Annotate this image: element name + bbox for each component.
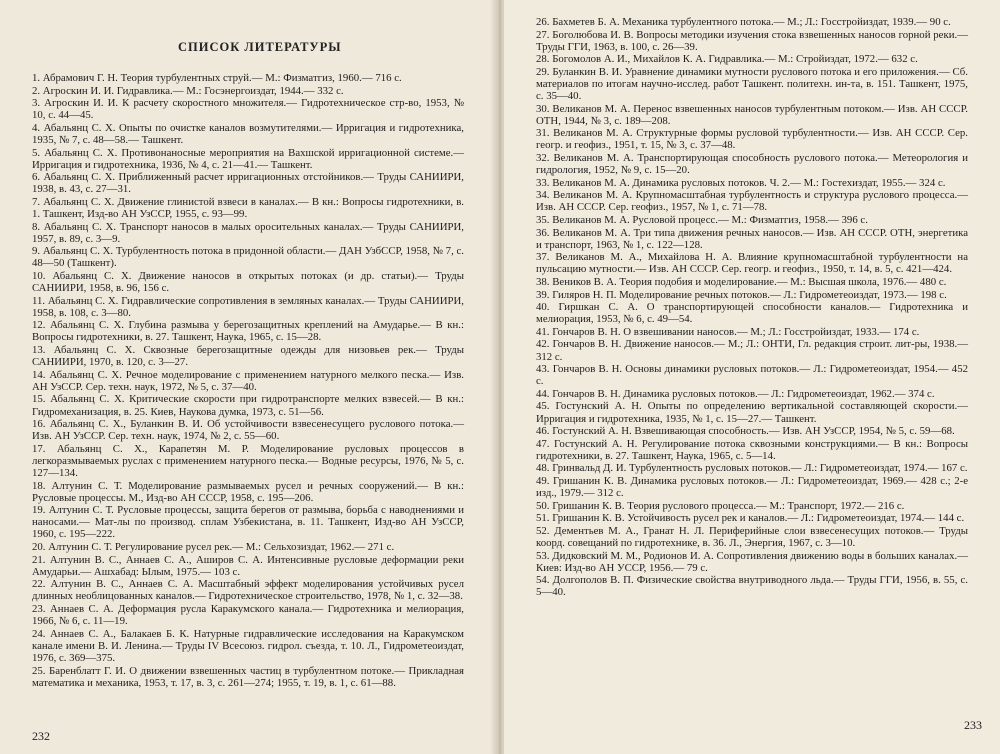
bibliography-entry: 37. Великанов М. А., Михайлова Н. А. Влияние крупномасштабной турбулентности на пульсацию мутности.— Изв. АН СССР. Сер. геогр. и геофиз., 1950, т. 14, в. 5, с. 421—424. xyxy=(536,251,968,276)
bibliography-entry: 38. Веников В. А. Теория подобия и моделирование.— М.: Высшая школа, 1976.— 480 с. xyxy=(536,275,947,288)
bibliography-entry: 34. Великанов М. А. Крупномасштабная турбулентность и структура руслового процесса.— Изв. АН СССР. Сер. геофиз., 1957, № 1, с. 71—78. xyxy=(536,189,968,214)
bibliography-entry: 21. Алтунин В. С., Аннаев С. А., Аширов С. А. Интенсивные русловые деформации реки Амударьи.— Ашхабад: Ылым, 1975.— 103 с. xyxy=(32,553,464,578)
bibliography-entry: 33. Великанов М. А. Динамика русловых потоков. Ч. 2.— М.: Гостехиздат, 1955.— 324 с. xyxy=(536,176,946,189)
bibliography-entry: 49. Гришанин К. В. Динамика русловых потоков.— Л.: Гидрометеоиздат, 1969.— 428 с.; 2-е изд., 1979.— 312 с. xyxy=(536,474,968,500)
bibliography-entry: 18. Алтунин С. Т. Моделирование размываемых русел и речных сооружений.— В кн.: Русловые процессы. М., Изд-во АН СССР, 1958, с. 195—206. xyxy=(32,479,464,504)
bibliography-entry: 11. Абальянц С. Х. Гидравлические сопротивления в земляных каналах.— Труды САНИИРИ, 1958, в. 108, с. 3—80. xyxy=(32,294,464,319)
bibliography-entry: 13. Абальянц С. Х. Сквозные берегозащитные одежды для низовьев рек.— Труды САНИИРИ, 1970, в. 120, с. 3—27. xyxy=(32,344,464,369)
bibliography-entry: 30. Великанов М. А. Перенос взвешенных наносов турбулентным потоком.— Изв. АН СССР. ОТН, 1944, № 3, с. 189—208. xyxy=(536,102,968,127)
right-page-number: 233 xyxy=(964,718,982,732)
bibliography-entry: 36. Великанов М. А. Три типа движения речных наносов.— Изв. АН СССР. ОТН, энергетика и транспорт, 1963, № 1, с. 122—128. xyxy=(536,226,968,251)
bibliography-entry: 29. Буланкин В. И. Уравнение динамики мутности руслового потока и его приложения.— Сб. материалов по итогам научно-исслед. работ Ташкент. политехн. ин-та, в. 151. Ташкент, 1975, с. 35—40. xyxy=(536,65,968,103)
bibliography-entry: 6. Абальянц С. Х. Приближенный расчет ирригационных отстойников.— Труды САНИИРИ, 1938, в. 43, с. 27—31. xyxy=(32,171,464,196)
bibliography-entry: 23. Аннаев С. А. Деформация русла Каракумского канала.— Гидротехника и мелиорация, 1966, № 6, с. 11—19. xyxy=(32,603,464,628)
bibliography-entry: 41. Гончаров В. Н. О взвешивании наносов.— М.; Л.: Госстройиздат, 1933.— 174 с. xyxy=(536,325,920,338)
bibliography-entry: 48. Гринвальд Д. И. Турбулентность русловых потоков.— Л.: Гидрометеоиздат, 1974.— 167 с. xyxy=(536,462,968,475)
bibliography-entry: 35. Великанов М. А. Русловой процесс.— М.: Физматгиз, 1958.— 396 с. xyxy=(536,214,868,226)
bibliography-entry: 51. Гришанин К. В. Устойчивость русел рек и каналов.— Л.: Гидрометеоиздат, 1974.— 144 с. xyxy=(536,512,965,525)
left-page-number: 232 xyxy=(32,729,50,743)
bibliography-entry: 28. Богомолов А. И., Михайлов К. А. Гидравлика.— М.: Стройиздат, 1972.— 632 с. xyxy=(536,53,918,66)
bibliography-entry: 19. Алтунин С. Т. Русловые процессы, защита берегов от размыва, борьба с наводнениями и наносами.— Мат-лы по производ. сплам Узбекистана, в. 11. Ташкент, Изд-во АН УзССР, 1960, с. 195—222. xyxy=(32,504,464,541)
bibliography-entry: 40. Гиршкан С. А. О транспортирующей способности каналов.— Гидротехника и мелиорация, 1953, № 6, с. 49—54. xyxy=(536,301,968,326)
bibliography-entry: 54. Долгополов В. П. Физические свойства внутриводного льда.— Труды ГГИ, 1956, в. 55, с. 5—40. xyxy=(536,574,968,599)
bibliography-entry: 20. Алтунин С. Т. Регулирование русел рек.— М.: Сельхозиздат, 1962.— 271 с. xyxy=(32,541,395,554)
bibliography-entry: 27. Боголюбова И. В. Вопросы методики изучения стока взвешенных наносов горной реки.— Труды ГГИ, 1963, в. 100, с. 26—39. xyxy=(536,28,968,53)
bibliography-entry: 26. Бахметев Б. А. Механика турбулентного потока.— М.; Л.: Госстройиздат, 1939.— 90 с. xyxy=(536,16,951,28)
bibliography-entry: 47. Гостунский А. Н. Регулирование потока сквозными конструкциями.— В кн.: Вопросы гидротехники, в. 27. Ташкент, Наука, 1965, с. 5—14. xyxy=(536,437,968,462)
page-title: СПИСОК ЛИТЕРАТУРЫ xyxy=(178,40,342,54)
bibliography-entry: 52. Дементьев М. А., Гранат Н. Л. Периферийные слои взвесенесущих потоков.— Труды коорд. совещаний по гидротехнике, в. 36. Л., Энергия, 1967, с. 3—10. xyxy=(536,524,968,549)
bibliography-entry: 46. Гостунский А. Н. Взвешивающая способность.— Изв. АН УзССР, 1954, № 5, с. 59—68. xyxy=(536,425,955,438)
bibliography-entry: 22. Алтунин В. С., Аннаев С. А. Масштабный эффект моделирования устойчивых русел длинных необлицованных каналов.— Гидротехническое строительство, 1978, № 1, с. 32—38. xyxy=(32,578,464,603)
bibliography-entry: 8. Абальянц С. Х. Транспорт наносов в малых оросительных каналах.— Труды САНИИРИ, 1957, в. 89, с. 3—9. xyxy=(32,220,464,245)
bibliography-entry: 7. Абальянц С. Х. Движение глинистой взвеси в каналах.— В кн.: Вопросы гидротехники, в. 1. Ташкент, Изд-во АН УзССР, 1955, с. 93—99. xyxy=(32,195,464,221)
bibliography-entry: 24. Аннаев С. А., Балакаев Б. К. Натурные гидравлические исследования на Каракумском канале имени В. И. Ленина.— Труды IV Всесоюз. гидрол. съезда, т. 10. Л., Гидрометеоиздат, 1976, с. 369—375. xyxy=(32,627,464,664)
bibliography-entry: 4. Абальянц С. Х. Опыты по очистке каналов возмутителями.— Ирригация и гидротехника, 1935, № 7, с. 48—58.— Ташкент. xyxy=(32,121,464,146)
bibliography-entry: 17. Абальянц С. Х., Карапетян М. Р. Моделирование русловых процессов в легкоразмываемых руслах с применением натурного песка.— Водные ресурсы, 1976, № 5, с. 127—134. xyxy=(32,442,464,479)
bibliography-entry: 3. Агроскин И. И. К расчету скоростного множителя.— Гидротехническое стр-во, 1953, № 10, с. 44—45. xyxy=(32,97,464,122)
left-bibliography-list xyxy=(32,72,464,689)
bibliography-entry: 45. Гостунский А. Н. Опыты по определению вертикальной составляющей скорости.— Ирригация и гидротехника, 1935, № 1, с. 15—27.— Ташкент. xyxy=(536,400,968,425)
bibliography-entry: 1. Абрамович Г. Н. Теория турбулентных струй.— М.: Физматгиз, 1960.— 716 с. xyxy=(32,72,402,84)
right-page xyxy=(504,0,1000,754)
left-page xyxy=(0,0,496,754)
right-bibliography-list xyxy=(536,16,968,599)
bibliography-entry: 12. Абальянц С. Х. Глубина размыва у берегозащитных креплений на Амударье.— В кн.: Вопросы гидротехники, в. 27. Ташкент, Наука, 1965, с. 15—28. xyxy=(32,319,464,344)
bibliography-entry: 16. Абальянц С. Х., Буланкин В. И. Об устойчивости взвесенесущего руслового потока.— Изв. АН УзССР. Сер. техн. наук, 1974, № 2, с. 55—60. xyxy=(32,418,464,443)
bibliography-entry: 53. Дидковский М. М., Родионов И. А. Сопротивления движению воды в больших каналах.— Киев: Изд-во АН УССР, 1956.— 79 с. xyxy=(536,549,968,574)
bibliography-entry: 39. Гиляров Н. П. Моделирование речных потоков.— Л.: Гидрометеоиздат, 1973.— 198 с. xyxy=(536,288,947,301)
bibliography-entry: 25. Баренблатт Г. И. О движении взвешенных частиц в турбулентном потоке.— Прикладная математика и механика, 1953, т. 17, в. 3, с. 261—274; 1955, т. 19, в. 1, с. 61—88. xyxy=(32,664,464,689)
bibliography-entry: 10. Абальянц С. Х. Движение наносов в открытых потоках (и др. статьи).— Труды САНИИРИ, 1958, в. 96, 156 с. xyxy=(32,270,464,295)
bibliography-entry: 44. Гончаров В. Н. Динамика русловых потоков.— Л.: Гидрометеоиздат, 1962.— 374 с. xyxy=(536,387,935,400)
bibliography-entry: 32. Великанов М. А. Транспортирующая способность руслового потока.— Метеорология и гидрология, 1952, № 9, с. 15—20. xyxy=(536,152,968,177)
bibliography-entry: 42. Гончаров В. Н. Движение наносов.— М.; Л.: ОНТИ, Гл. редакция строит. лит-ры, 1938.— 312 с. xyxy=(536,338,968,363)
bibliography-entry: 15. Абальянц С. Х. Критические скорости при гидротранспорте мелких взвесей.— В кн.: Гидромеханизация, в. 25. Киев, Наукова думка, 1973, с. 51—56. xyxy=(32,393,464,418)
bibliography-entry: 31. Великанов М. А. Структурные формы русловой турбулентности.— Изв. АН СССР. Сер. геогр. и геофиз., 1951, т. 15, № 3, с. 37—48. xyxy=(536,127,968,152)
bibliography-entry: 5. Абальянц С. Х. Противонаносные мероприятия на Вахшской ирригационной системе.— Ирригация и гидротехника, 1936, № 4, с. 21—41.— Ташкент. xyxy=(32,146,464,171)
bibliography-entry: 43. Гончаров В. Н. Основы динамики русловых потоков.— Л.: Гидрометеоиздат, 1954.— 452 с. xyxy=(536,363,968,388)
bibliography-entry: 9. Абальянц С. Х. Турбулентность потока в придонной области.— ДАН УзбССР, 1958, № 7, с. 48—50 (Ташкент). xyxy=(32,245,464,270)
bibliography-entry: 2. Агроскин И. И. Гидравлика.— М.: Госэнергоиздат, 1944.— 332 с. xyxy=(32,84,344,97)
bibliography-entry: 14. Абальянц С. Х. Речное моделирование с применением натурного мелкого песка.— Изв. АН УзССР. Сер. техн. наук, 1972, № 5, с. 37—40. xyxy=(32,368,464,393)
bibliography-entry: 50. Гришанин К. В. Теория руслового процесса.— М.: Транспорт, 1972.— 216 с. xyxy=(536,499,905,512)
